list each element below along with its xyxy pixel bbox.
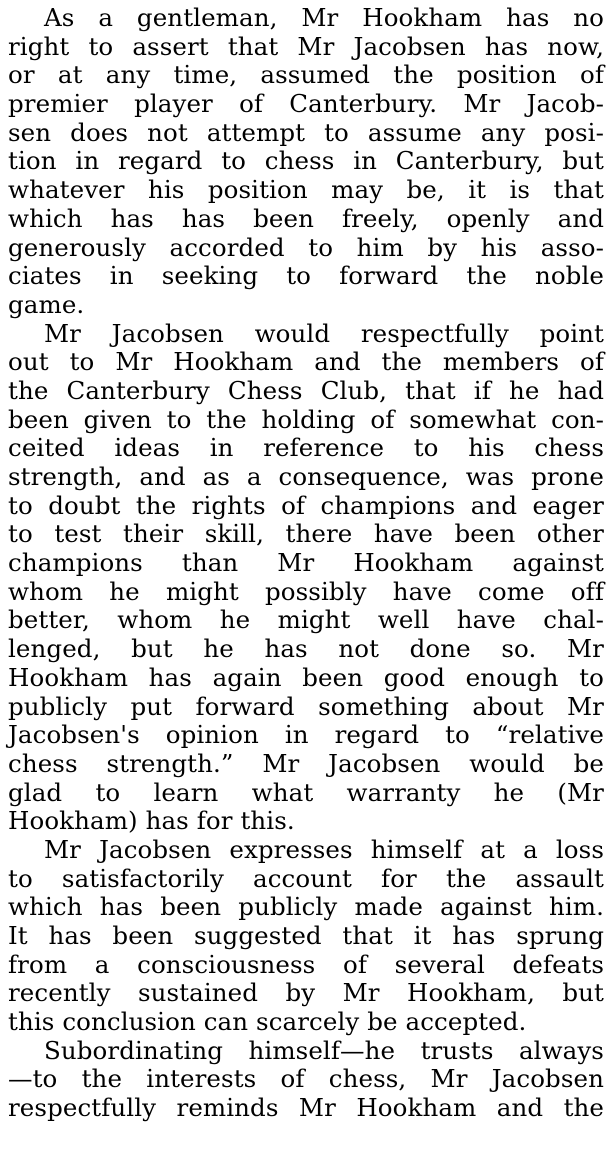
- text-line: respectfully reminds Mr Hookham and the: [8, 1093, 604, 1123]
- text-line: to test their skill, there have been other: [8, 519, 604, 549]
- text-line: Subordinating himself—he trusts always: [44, 1035, 604, 1065]
- text-line: which has been publicly made against him.: [8, 892, 604, 922]
- text-line: to doubt the rights of champions and eager: [8, 490, 604, 520]
- text-line: to satisfactorily account for the assault: [8, 863, 604, 893]
- text-line: tion in regard to chess in Canterbury, but: [8, 146, 604, 176]
- text-line: ciates in seeking to forward the noble: [8, 261, 604, 291]
- paragraph-3: [8, 836, 604, 1037]
- text-line: Mr Jacobsen would respectfully point: [44, 318, 604, 348]
- text-line: whatever his position may be, it is that: [8, 175, 604, 205]
- text-line: lenged, but he has not done so. Mr: [8, 634, 604, 664]
- text-line: —to the interests of chess, Mr Jacobsen: [8, 1064, 604, 1094]
- text-line: glad to learn what warranty he (Mr: [8, 777, 604, 807]
- text-line: which has has been freely, openly and: [8, 203, 604, 233]
- text-line: It has been suggested that it has sprung: [8, 921, 604, 950]
- paragraph-2: [8, 320, 604, 836]
- text-line: right to assert that Mr Jacobsen has now,: [8, 31, 604, 61]
- paragraph-4: [8, 1037, 604, 1123]
- text-line: game.: [8, 289, 85, 319]
- text-line: better, whom he might well have chal-: [8, 605, 604, 635]
- text-line: generously accorded to him by his asso-: [8, 232, 604, 262]
- text-line: Jacobsen's opinion in regard to “relative: [8, 720, 604, 750]
- text-line: ceited ideas in reference to his chess: [8, 433, 604, 463]
- text-line: this conclusion can scarcely be accepted.: [8, 1007, 527, 1037]
- text-line: whom he might possibly have come off: [8, 576, 604, 606]
- text-line: the Canterbury Chess Club, that if he had: [8, 375, 604, 405]
- text-line: chess strength.” Mr Jacobsen would be: [8, 748, 604, 778]
- paragraph-1: [8, 4, 604, 320]
- text-line: As a gentleman, Mr Hookham has no: [44, 3, 604, 32]
- text-line: publicly put forward something about Mr: [8, 691, 604, 721]
- text-line: Hookham has again been good enough to: [8, 662, 604, 692]
- text-line: or at any time, assumed the position of: [8, 60, 604, 90]
- text-line: premier player of Canterbury. Mr Jacob-: [8, 89, 604, 119]
- text-line: strength, and as a consequence, was prone: [8, 462, 604, 491]
- text-line: from a consciousness of several defeats: [8, 949, 604, 979]
- text-line: Hookham) has for this.: [8, 806, 295, 836]
- text-line: recently sustained by Mr Hookham, but: [8, 978, 604, 1008]
- text-line: been given to the holding of somewhat con-: [8, 404, 604, 434]
- text-line: sen does not attempt to assume any posi-: [8, 117, 604, 147]
- text-line: champions than Mr Hookham against: [8, 548, 604, 578]
- text-line: out to Mr Hookham and the members of: [8, 347, 604, 377]
- text-line: Mr Jacobsen expresses himself at a loss: [44, 834, 604, 864]
- article-column: [8, 4, 604, 1123]
